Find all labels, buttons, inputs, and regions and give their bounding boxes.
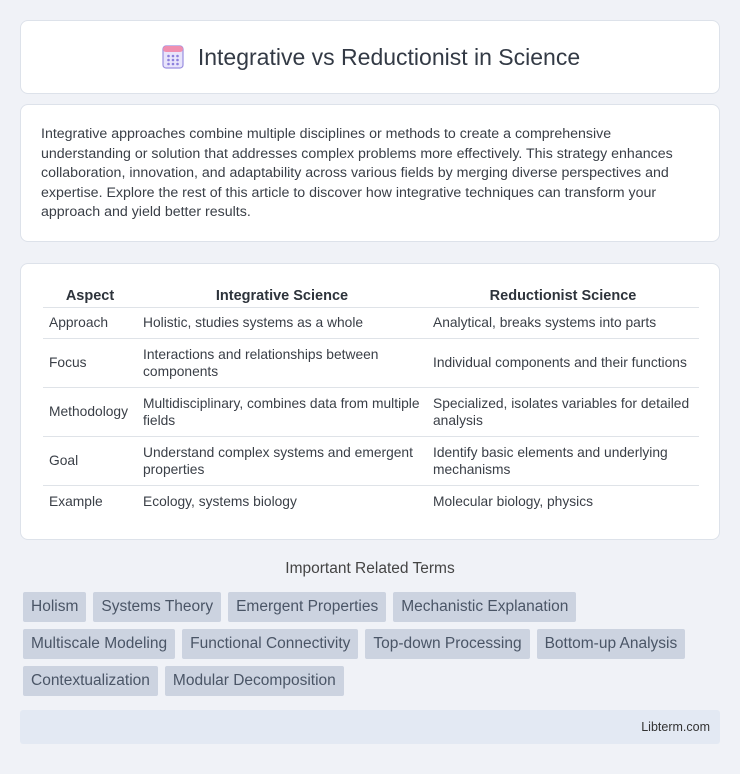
table-cell: Molecular biology, physics <box>433 493 594 509</box>
table-cell: Example <box>49 493 103 509</box>
footer <box>20 710 720 744</box>
comparison-table <box>43 284 699 517</box>
table-header-row <box>43 284 699 308</box>
table-cell: Focus <box>43 339 137 388</box>
tag-modular-decomposition[interactable]: Modular Decomposition <box>165 666 344 696</box>
page-title: Integrative vs Reductionist in Science <box>197 43 581 70</box>
intro-card <box>20 104 720 242</box>
table-cell: Ecology, systems biology <box>143 493 297 509</box>
tag-bottom-up-analysis[interactable]: Bottom-up Analysis <box>537 629 686 659</box>
calculator-icon <box>160 44 186 70</box>
header-card <box>20 20 720 94</box>
table-row <box>43 308 699 339</box>
table-row <box>43 437 699 486</box>
table-cell: Holistic, studies systems as a whole <box>137 308 427 339</box>
table-cell: Specialized, isolates variables for detailed analysis <box>427 388 699 437</box>
tag-multiscale-modeling[interactable]: Multiscale Modeling <box>23 629 175 659</box>
table-cell: Understand complex systems and emergent properties <box>137 437 427 486</box>
table-cell: Methodology <box>43 388 137 437</box>
table-cell: Goal <box>43 437 137 486</box>
footer-brand-link[interactable]: Libterm.com <box>641 720 710 734</box>
related-terms-title: Important Related Terms <box>285 560 455 577</box>
related-terms-list <box>23 592 723 703</box>
comparison-card <box>20 263 720 540</box>
table-row <box>43 388 699 437</box>
table-row <box>43 339 699 388</box>
table-cell: Individual components and their functions <box>427 339 699 388</box>
table-row <box>43 486 699 517</box>
table-cell: Interactions and relationships between components <box>137 339 427 388</box>
tag-emergent-properties[interactable]: Emergent Properties <box>228 592 386 622</box>
column-header-aspect: Aspect <box>43 284 137 308</box>
tag-mechanistic-explanation[interactable]: Mechanistic Explanation <box>393 592 576 622</box>
table-cell: Identify basic elements and underlying mechanisms <box>427 437 699 486</box>
tag-holism[interactable]: Holism <box>23 592 86 622</box>
table-cell: Multidisciplinary, combines data from multiple fields <box>137 388 427 437</box>
column-header-integrative: Integrative Science <box>137 284 427 308</box>
tag-systems-theory[interactable]: Systems Theory <box>93 592 221 622</box>
table-cell: Approach <box>43 308 137 339</box>
tag-top-down-processing[interactable]: Top-down Processing <box>365 629 529 659</box>
intro-text: Integrative approaches combine multiple disciplines or methods to create a comprehensive understanding or solution that addresses complex problems more effectively. This strategy enhances collaboration, innovation, and adaptability across various fields by merging diverse perspectives and expertise. Explore the rest of this article to discover how integrative techniques can transform your approach and yield better results. <box>41 126 673 221</box>
table-cell: Analytical, breaks systems into parts <box>427 308 699 339</box>
tag-functional-connectivity[interactable]: Functional Connectivity <box>182 629 358 659</box>
tag-contextualization[interactable]: Contextualization <box>23 666 158 696</box>
column-header-reductionist: Reductionist Science <box>427 284 699 308</box>
